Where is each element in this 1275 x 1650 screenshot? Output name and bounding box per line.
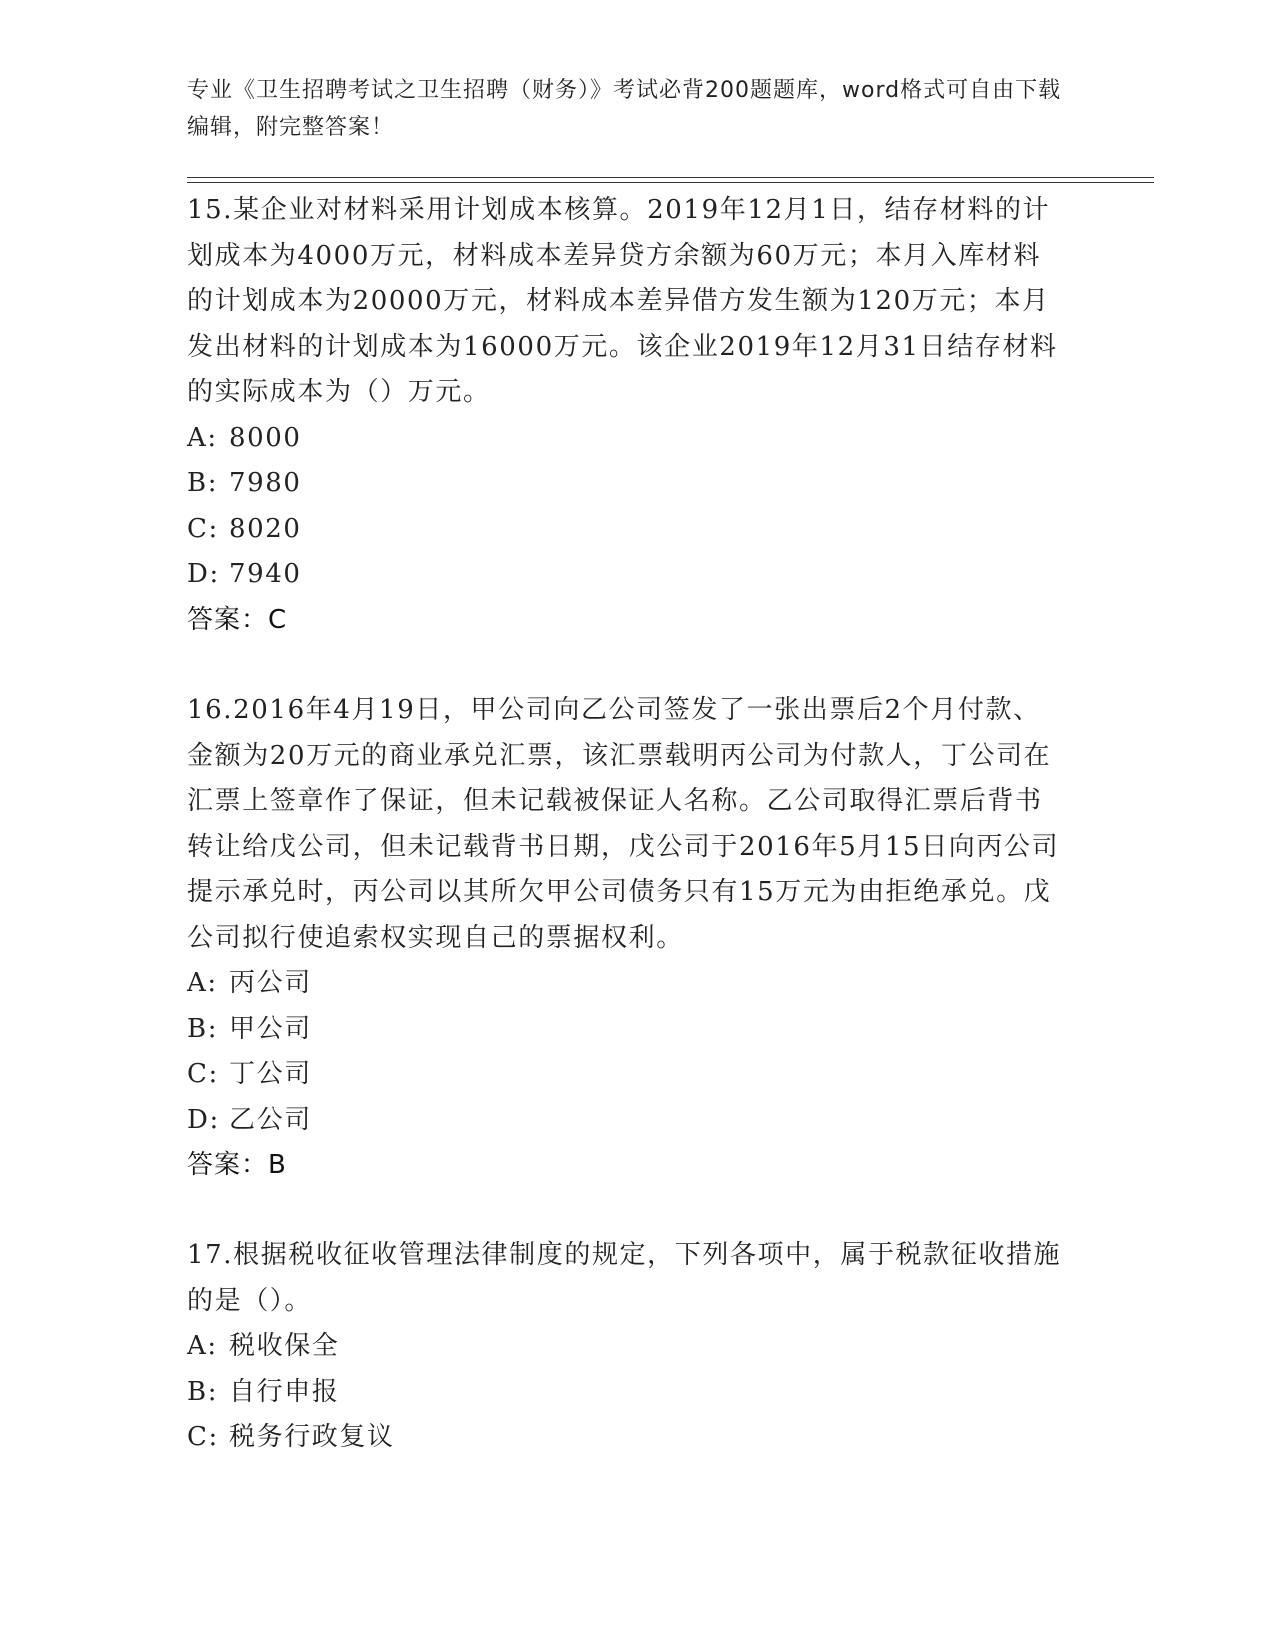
option-text: 税务行政复议 <box>229 1422 395 1452</box>
option-letter: C: <box>187 1059 219 1089</box>
option-letter: B: <box>187 1013 219 1044</box>
document-header: 专业《卫生招聘考试之卫生招聘（财务）》考试必背200题题库，word格式可自由下载编辑，附完整答案！ <box>187 78 1062 140</box>
question-stem: 16.2016年4月19日，甲公司向乙公司签发了一张出票后2个月付款、金额为20万元的商业承兑汇票，该汇票载明丙公司为付款人，丁公司在汇票上签章作了保证，但未记载被保证人名称。乙公司取得汇票后背书转让给戊公司，但未记载背书日期，戊公司于2016年5月15日向丙公司提示承兑时，丙公司以其所欠甲公司债务只有15万元为由拒绝承兑。戊公司拟行使追索权实现自己的票据权利。 <box>187 695 1060 953</box>
option-letter: A: <box>187 1331 218 1361</box>
option-c <box>187 1052 1067 1098</box>
option-letter: B: <box>187 468 219 498</box>
option-text: 自行申报 <box>229 1376 340 1407</box>
option-a <box>187 961 1067 1007</box>
option-c <box>187 1415 1067 1461</box>
option-letter: A: <box>187 422 218 453</box>
option-d <box>187 1098 1067 1144</box>
option-letter: C: <box>187 1422 219 1452</box>
option-b <box>187 461 1067 507</box>
option-text: 税收保全 <box>229 1331 340 1361</box>
option-text: 丙公司 <box>229 968 312 998</box>
option-text: 8020 <box>229 513 302 544</box>
option-letter: A: <box>187 968 218 998</box>
option-text: 7940 <box>229 559 302 589</box>
option-letter: D: <box>187 559 220 589</box>
option-text: 丁公司 <box>229 1059 312 1089</box>
header-divider-bottom <box>187 182 1154 183</box>
header-divider-top <box>187 177 1154 178</box>
option-letter: D: <box>187 1104 220 1135</box>
option-a <box>187 1324 1067 1370</box>
option-text: 8000 <box>229 422 302 453</box>
option-d <box>187 552 1067 598</box>
option-text: 甲公司 <box>229 1013 312 1044</box>
question-stem: 17.根据税收征收管理法律制度的规定，下列各项中，属于税款征收措施的是（）。 <box>187 1240 1062 1316</box>
option-b <box>187 1007 1067 1053</box>
option-c <box>187 507 1067 553</box>
option-a <box>187 416 1067 462</box>
option-letter: B: <box>187 1376 219 1407</box>
question-16 <box>187 688 1067 1189</box>
option-text: 乙公司 <box>229 1104 312 1135</box>
question-17 <box>187 1233 1067 1461</box>
option-text: 7980 <box>229 468 302 498</box>
question-15 <box>187 188 1067 643</box>
answer-line: 答案：C <box>187 604 288 635</box>
option-letter: C: <box>187 513 219 544</box>
question-stem: 15.某企业对材料采用计划成本核算。2019年12月1日，结存材料的计划成本为4000万元，材料成本差异贷方余额为60万元；本月入库材料的计划成本为20000万元，材料成本差异借方发生额为120万元；本月发出材料的计划成本为16000万元。该企业2019年12月31日结存材料的实际成本为（）万元。 <box>187 195 1058 407</box>
answer-line: 答案：B <box>187 1150 287 1180</box>
option-b <box>187 1370 1067 1416</box>
